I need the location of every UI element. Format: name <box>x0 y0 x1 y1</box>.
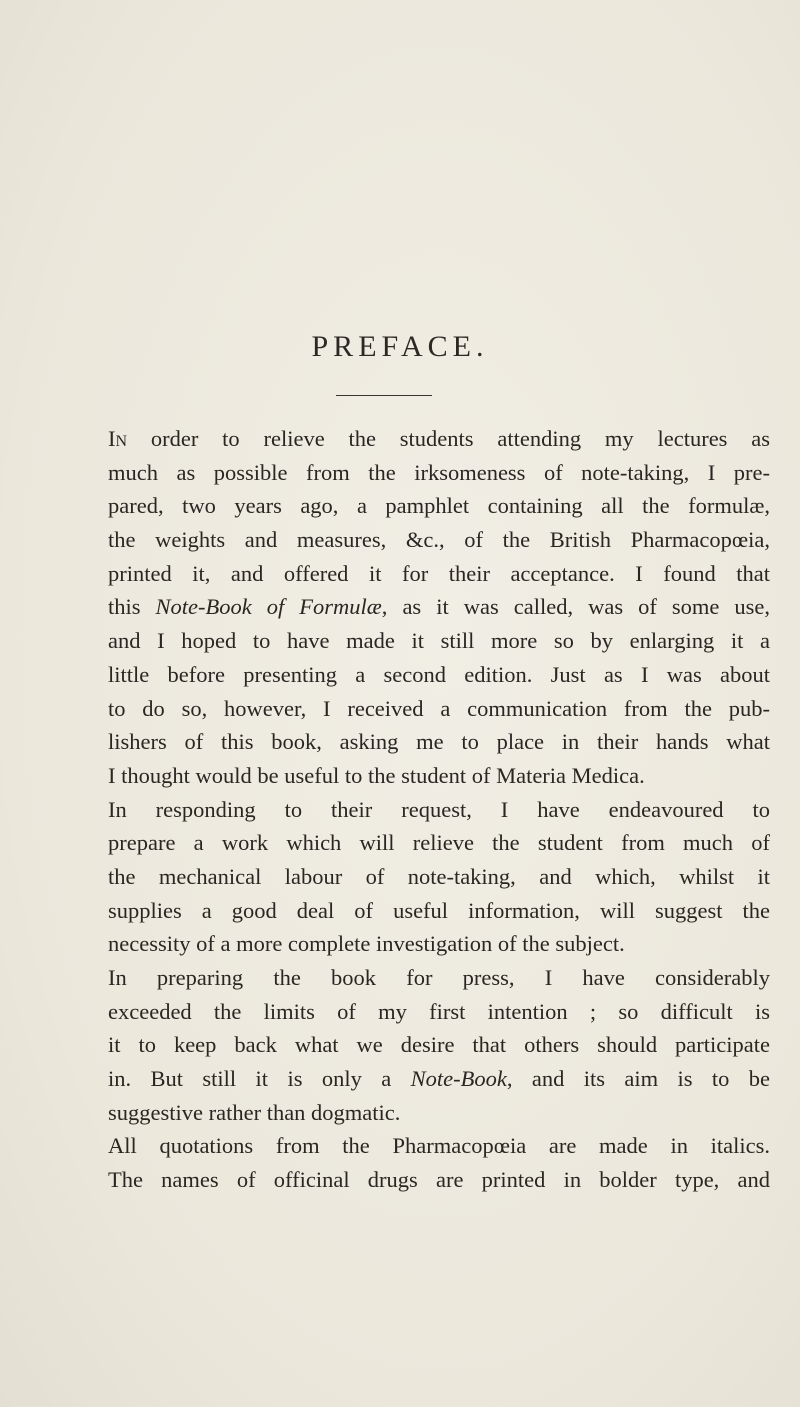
text-line <box>108 961 770 995</box>
text-segment: little before presenting a second edition. Just as I was about <box>108 661 770 687</box>
preface-body <box>108 422 770 1197</box>
text-segment: , as it was called, was of some use, <box>381 594 770 620</box>
text-segment: in. But still it is only a <box>108 1066 411 1092</box>
text-segment: suggestive rather than dogmatic. <box>108 1099 401 1125</box>
text-line <box>108 557 770 591</box>
text-segment: and I hoped to have made it still more so by enlarging it a <box>108 628 770 654</box>
text-line <box>108 894 770 928</box>
text-segment: The names of officinal drugs are printed in bolder type, and <box>108 1167 770 1193</box>
text-segment: I thought would be useful to the student of Materia Medica. <box>108 762 645 788</box>
italic-title: Note-Book of Formulæ <box>155 594 382 620</box>
text-segment: All quotations from the Pharmacopœia are made in italics. <box>108 1133 770 1159</box>
text-segment: necessity of a more complete investigation of the subject. <box>108 931 625 957</box>
text-line <box>108 1028 770 1062</box>
text-line <box>108 658 770 692</box>
text-line <box>108 995 770 1029</box>
text-segment: the mechanical labour of note-taking, and which, whilst it <box>108 863 770 889</box>
text-line <box>108 1096 770 1130</box>
text-line <box>108 860 770 894</box>
text-segment: exceeded the limits of my first intention ; so difficult is <box>108 998 770 1024</box>
text-segment: In preparing the book for press, I have considerably <box>108 965 770 990</box>
drop-word: In <box>108 426 128 451</box>
italic-title: Note-Book <box>410 1066 507 1092</box>
text-segment: supplies a good deal of useful information, will suggest the <box>108 897 770 923</box>
text-line <box>108 826 770 860</box>
text-line <box>108 1163 770 1197</box>
text-line <box>108 422 770 456</box>
text-line <box>108 590 770 624</box>
text-line <box>108 692 770 726</box>
text-segment: lishers of this book, asking me to place in their hands what <box>108 729 770 755</box>
text-segment: much as possible from the irksomeness of note-taking, I pre- <box>108 459 770 485</box>
text-line <box>108 456 770 490</box>
text-line <box>108 725 770 759</box>
text-segment: pared, two years ago, a pamphlet containing all the formulæ, <box>108 493 770 519</box>
text-line <box>108 1062 770 1096</box>
text-segment: prepare a work which will relieve the student from much of <box>108 830 770 856</box>
text-line <box>108 489 770 523</box>
text-segment: printed it, and offered it for their acceptance. I found that <box>108 560 770 586</box>
text-line <box>108 759 770 793</box>
text-segment: this <box>108 594 156 620</box>
page-title: PREFACE. <box>311 330 489 363</box>
text-segment: it to keep back what we desire that others should participate <box>108 1032 770 1058</box>
text-line <box>108 927 770 961</box>
text-segment: to do so, however, I received a communication from the pub- <box>108 695 770 721</box>
text-line <box>108 523 770 557</box>
text-segment: , and its aim is to be <box>506 1066 770 1092</box>
text-segment: the weights and measures, &c., of the British Pharmacopœia, <box>108 527 770 553</box>
text-line <box>108 1129 770 1163</box>
text-segment: order to relieve the students attending my lectures as <box>127 426 770 451</box>
text-line <box>108 624 770 658</box>
text-line <box>108 793 770 827</box>
title-rule <box>336 395 432 396</box>
text-segment: In responding to their request, I have endeavoured to <box>108 796 770 822</box>
